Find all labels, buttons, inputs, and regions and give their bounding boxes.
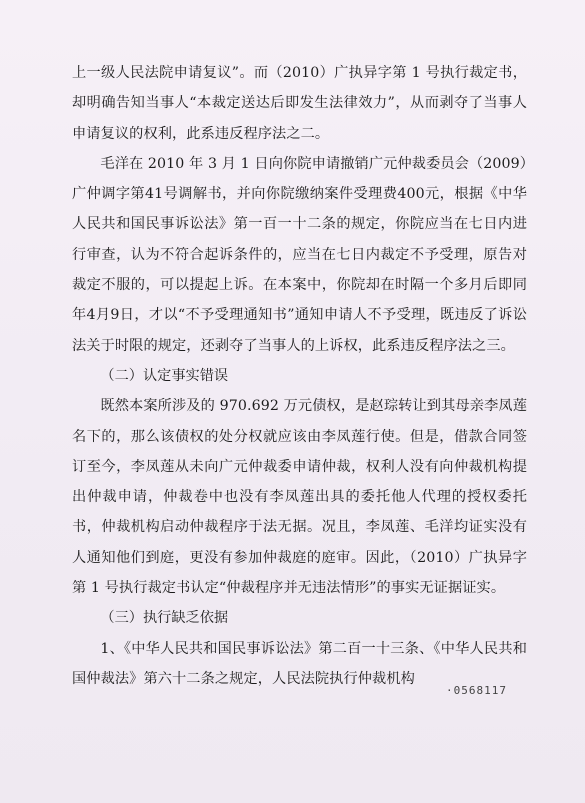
paragraph-continuation: 上一级人民法院申请复议”。而（2010）广执异字第 1 号执行裁定书，却明确告知当事人“本裁定送达后即发生法律效力”，从而剥夺了当事人申请复议的权利，此系违反程序法之二。 — [72, 65, 527, 142]
page-serial-number: ·0568117 — [446, 684, 507, 697]
paragraph-procedure-violation-three: 毛洋在 2010 年 3 月 1 日向你院申请撤销广元仲裁委员会（2009）广仲调字第41号调解书，并向你院缴纳案件受理费400元，根据《中华人民共和国民事诉讼法》第一百一十二条的规定，你院应当在七日内进行审查，认为不符合起诉条件的，应当在七日内裁定不予受理，原告对裁定不服的，可以提起上诉。在本案中，你院却在时隔一个多月后即同年4月9日，才以“不予受理通知书”通知申请人不予受理，既违反了诉讼法关于时限的规定，还剥夺了当事人的上诉权，此系违反程序法之三。 — [72, 155, 527, 354]
paragraph-lack-basis: 1、《中华人民共和国民事诉讼法》第二百一十三条、《中华人民共和国仲裁法》第六十二条之规定，人民法院执行仲裁机构 — [72, 640, 527, 687]
section-heading-lack-basis: （三）执行缺乏依据 — [100, 610, 229, 627]
document-body — [72, 58, 527, 694]
paragraph-fact-error: 既然本案所涉及的 970.692 万元债权，是赵琮转让到其母亲李凤莲名下的，那么该债权的处分权就应该由李凤莲行使。但是，借款合同签订至今，李凤莲从未向广元仲裁委申请仲裁，权利人没有向仲裁机构提出仲裁申请，仲裁卷中也没有李凤莲出具的委托他人代理的授权委托书，仲裁机构启动仲裁程序于法无据。况且，李凤莲、毛洋均证实没有人通知他们到庭，更没有参加仲裁庭的庭审。因此，（2010）广执异字第 1 号执行裁定书认定“仲裁程序并无违法情形”的事实无证据证实。 — [72, 398, 527, 597]
section-heading-fact-error: （二）认定事实错误 — [100, 367, 229, 384]
